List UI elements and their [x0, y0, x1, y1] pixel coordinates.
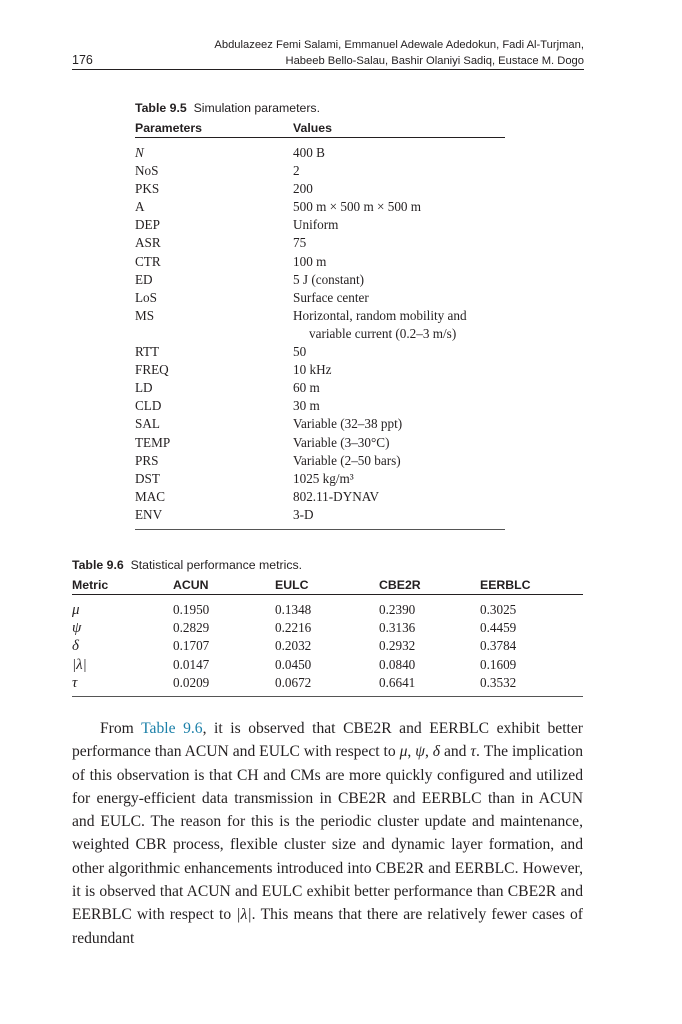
param-name: PKS — [135, 181, 160, 197]
param-name: NoS — [135, 163, 159, 179]
table-9-6-body — [72, 595, 583, 696]
param-name: RTT — [135, 344, 160, 360]
param-value-text: 75 — [293, 235, 307, 251]
param-name: SAL — [135, 416, 160, 432]
param-name: PRS — [135, 452, 159, 468]
cbe2r-value: 0.6641 — [379, 674, 416, 690]
table-row — [135, 452, 505, 470]
param-value-text: 500 m × 500 m × 500 m — [293, 199, 422, 215]
cbe2r-value: 0.2932 — [379, 638, 416, 654]
param-value-text: 10 kHz — [293, 362, 332, 378]
param-value-text: Uniform — [293, 217, 339, 233]
table-row — [135, 415, 505, 433]
param-value — [293, 307, 505, 343]
eulc-value: 0.0672 — [275, 674, 312, 690]
body-text-b: , it is observed that CBE2R and EERBLC exhibit better performance than ACUN and EULC with respect to — [72, 720, 583, 761]
acun-value: 0.1950 — [173, 602, 210, 617]
eerblc-value: 0.4459 — [480, 620, 517, 636]
table-row — [135, 289, 505, 307]
table-9-5-title: Simulation parameters. — [193, 101, 321, 115]
param-value — [293, 253, 505, 271]
table-row — [135, 180, 505, 198]
table-row — [135, 307, 505, 343]
table-9-5-caption — [135, 100, 505, 116]
table-row — [135, 271, 505, 289]
table-row — [135, 216, 505, 234]
param-value — [293, 162, 505, 180]
metric-symbol: |λ| — [72, 656, 87, 673]
param-name: FREQ — [135, 362, 169, 378]
body-text-c: . The implication of this observation is that CH and CMs are more quickly configured and utilized for energy-efficient data transmission in CBE2R and EERBLC than in ACUN and EULC. The reason for this is the periodic cluster update and maintenance, weighted CBR process, flexible cluster size and dynamic layer formation, and other algorithmic enhancements introduced into CBE2R and EERBLC. However, it is observed that ACUN and EULC exhibit better performance than CBE2R and EERBLC with respect to — [72, 743, 584, 924]
table-row — [72, 656, 583, 674]
metric-symbol: τ — [72, 674, 78, 691]
param-value — [293, 216, 505, 234]
table-row — [72, 674, 583, 692]
param-value — [293, 198, 505, 216]
param-name: CLD — [135, 398, 162, 414]
table-9-6-header — [72, 576, 583, 594]
eulc-value: 0.1348 — [275, 602, 312, 617]
param-value-text: Variable (2–50 bars) — [293, 452, 401, 468]
table-9-5-body — [135, 138, 505, 529]
body-paragraph — [72, 717, 583, 950]
body-and: and — [440, 743, 471, 761]
table-row — [72, 601, 583, 619]
symbol-mu: μ — [399, 743, 408, 761]
cbe2r-value: 0.3136 — [379, 620, 416, 636]
table-9-6-link[interactable]: Table 9.6 — [141, 720, 203, 737]
eulc-value: 0.0450 — [275, 656, 312, 672]
eerblc-value: 0.3025 — [480, 602, 517, 617]
param-value-text: 50 — [293, 344, 307, 360]
param-value — [293, 361, 505, 379]
authors-line-2: Habeeb Bello-Salau, Bashir Olaniyi Sadiq, Eustace M. Dogo — [285, 54, 584, 67]
symbol-delta: δ — [432, 743, 441, 761]
eulc-value: 0.2216 — [275, 620, 312, 636]
eerblc-value: 0.3784 — [480, 638, 517, 654]
body-text-a: From — [100, 720, 142, 737]
table-row — [135, 434, 505, 452]
header-rule — [72, 69, 584, 70]
param-value — [293, 397, 505, 415]
col-header-acun: ACUN — [173, 578, 209, 592]
param-value-text: Surface center — [293, 289, 369, 305]
param-name: DEP — [135, 217, 160, 233]
param-value — [293, 343, 505, 361]
param-value-text: Variable (3–30°C) — [293, 434, 390, 450]
eulc-value: 0.2032 — [275, 638, 312, 654]
running-head — [144, 38, 584, 69]
param-value — [293, 234, 505, 252]
table-9-6-title: Statistical performance metrics. — [130, 558, 303, 572]
table-row — [135, 162, 505, 180]
body-sep-2: , — [424, 743, 433, 761]
col-header-metric: Metric — [72, 578, 109, 592]
param-name: MAC — [135, 488, 166, 504]
table-9-5-label: Table 9.5 — [135, 101, 187, 115]
param-value — [293, 415, 505, 433]
eerblc-value: 0.3532 — [480, 674, 517, 690]
table-row — [135, 343, 505, 361]
param-value — [293, 506, 505, 524]
symbol-lambda: |λ| — [236, 906, 252, 924]
param-value — [293, 488, 505, 506]
param-value — [293, 379, 505, 397]
acun-value: 0.2829 — [173, 620, 210, 636]
param-value-text-continued: variable current (0.2–3 m/s) — [309, 325, 457, 341]
symbol-psi: ψ — [415, 743, 425, 761]
col-header-parameters: Parameters — [135, 121, 202, 135]
table-row — [72, 619, 583, 637]
param-name: N — [135, 145, 144, 160]
param-value — [293, 452, 505, 470]
param-value — [293, 144, 505, 162]
param-name: CTR — [135, 253, 161, 269]
table-9-6-caption — [72, 557, 583, 573]
metric-symbol: ψ — [72, 620, 82, 637]
param-value — [293, 289, 505, 307]
param-value-text: 200 — [293, 181, 313, 197]
acun-value: 0.0147 — [173, 656, 210, 672]
table-9-5-header — [135, 119, 505, 137]
metric-symbol: δ — [72, 638, 79, 655]
cbe2r-value: 0.0840 — [379, 656, 416, 672]
param-value — [293, 180, 505, 198]
col-header-cbe2r: CBE2R — [379, 578, 421, 592]
param-value — [293, 271, 505, 289]
table-9-6-label: Table 9.6 — [72, 558, 124, 572]
param-value-text: 1025 kg/m³ — [293, 470, 354, 486]
param-name: MS — [135, 307, 155, 323]
table-row — [135, 488, 505, 506]
param-value-text: Horizontal, random mobility and — [293, 307, 467, 323]
table-row — [135, 234, 505, 252]
param-name: ED — [135, 271, 153, 287]
col-header-eulc: EULC — [275, 578, 309, 592]
param-value-text: Variable (32–38 ppt) — [293, 416, 403, 432]
table-row — [72, 637, 583, 655]
param-value-text: 100 m — [293, 253, 327, 269]
param-value-text: 60 m — [293, 380, 320, 396]
symbol-tau: τ — [470, 743, 476, 761]
param-name: LD — [135, 380, 153, 396]
param-name: DST — [135, 470, 160, 486]
param-name: TEMP — [135, 434, 171, 450]
table-row — [135, 470, 505, 488]
body-sep-1: , — [407, 743, 416, 761]
table-row — [135, 506, 505, 524]
param-value-text: 802.11-DYNAV — [293, 488, 380, 504]
param-value-text: 400 B — [293, 145, 325, 160]
param-name: ENV — [135, 506, 163, 522]
table-9-5 — [135, 100, 505, 530]
body-text-d: . This means that there are relatively fewer cases of redundant — [72, 906, 583, 947]
table-row — [135, 198, 505, 216]
table-row — [135, 253, 505, 271]
table-row — [135, 397, 505, 415]
col-header-values: Values — [293, 121, 332, 135]
param-value-text: 5 J (constant) — [293, 271, 365, 287]
table-row — [135, 379, 505, 397]
table-9-6-bottom-rule — [72, 696, 583, 697]
table-9-5-bottom-rule — [135, 529, 505, 530]
cbe2r-value: 0.2390 — [379, 602, 416, 617]
param-value — [293, 470, 505, 488]
param-value-text: 2 — [293, 163, 300, 179]
param-value-text: 3-D — [293, 506, 314, 522]
param-name: LoS — [135, 289, 157, 305]
param-name: A — [135, 199, 145, 215]
acun-value: 0.0209 — [173, 674, 210, 690]
eerblc-value: 0.1609 — [480, 656, 517, 672]
param-value — [293, 434, 505, 452]
authors-line-1: Abdulazeez Femi Salami, Emmanuel Adewale Adedokun, Fadi Al-Turjman, — [214, 39, 584, 51]
page-number: 176 — [72, 53, 93, 67]
metric-symbol: μ — [72, 602, 80, 618]
table-row — [135, 144, 505, 162]
table-row — [135, 361, 505, 379]
table-9-6 — [72, 557, 583, 697]
acun-value: 0.1707 — [173, 638, 210, 654]
col-header-eerblc: EERBLC — [480, 578, 531, 592]
param-name: ASR — [135, 235, 161, 251]
param-value-text: 30 m — [293, 398, 320, 414]
